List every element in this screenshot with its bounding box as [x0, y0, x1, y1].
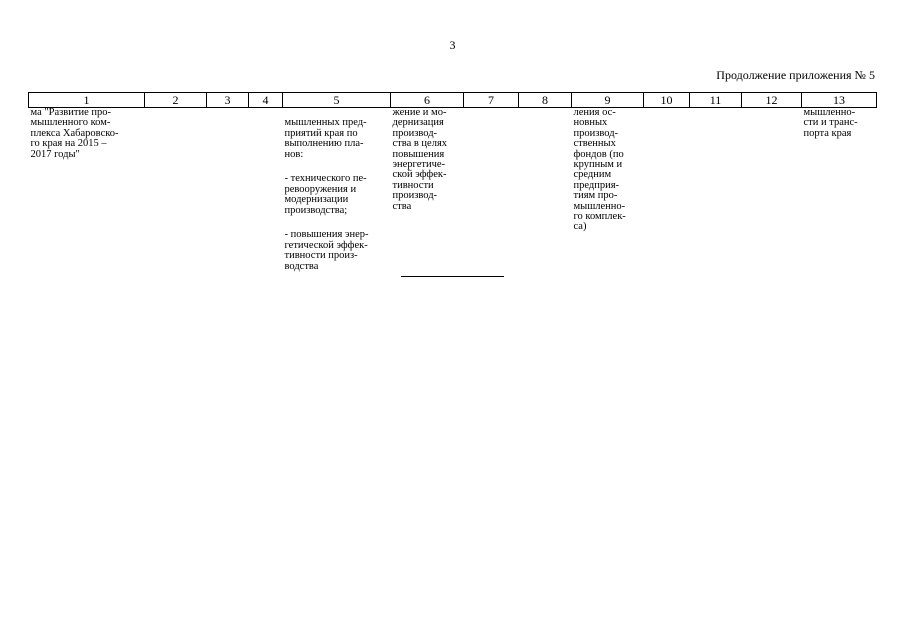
cell-measures — [283, 108, 391, 283]
header-row — [29, 93, 877, 108]
column-header-8: 8 — [519, 93, 572, 108]
appendix-table — [28, 92, 877, 283]
column-header-5: 5 — [283, 93, 391, 108]
cell-responsible: мышленно- сти и транс- порта края — [803, 107, 858, 139]
measures-item-modernization: - технического пе- ревооружения и модернизации производства; — [284, 173, 367, 216]
column-header-12: 12 — [742, 93, 802, 108]
column-header-7: 7 — [464, 93, 519, 108]
cell-col-3 — [207, 108, 249, 283]
measures-intro: мышленных пред- приятий края по выполнению пла- нов: — [284, 117, 367, 160]
column-header-13: 13 — [802, 93, 877, 108]
table-row — [29, 108, 877, 283]
column-header-2: 2 — [145, 93, 207, 108]
cell-col-11 — [690, 108, 742, 283]
cell-col-4 — [249, 108, 283, 283]
column-header-4: 4 — [249, 93, 283, 108]
column-header-3: 3 — [207, 93, 249, 108]
continuation-label: Продолжение приложения № 5 — [716, 68, 875, 82]
column-header-11: 11 — [690, 93, 742, 108]
cell-goal: жение и мо- дернизация производ- ства в целях повышения энергетиче- ской эффек- тивности производ- ства — [392, 107, 448, 212]
cell-col-10 — [644, 108, 690, 283]
column-header-9: 9 — [572, 93, 644, 108]
cell-col-12 — [742, 108, 802, 283]
page-number: 3 — [449, 38, 456, 52]
column-header-1: 1 — [29, 93, 145, 108]
cell-col-2 — [145, 108, 207, 283]
measures-item-energy-efficiency: - повышения энер- гетической эффек- тивности произ- водства — [284, 229, 369, 272]
column-header-6: 6 — [391, 93, 464, 108]
cell-col-8 — [519, 108, 572, 283]
end-divider — [401, 276, 504, 277]
cell-col-7 — [464, 108, 519, 283]
cell-program-name: ма "Развитие про- мышленного ком- плекса Хабаровско- го края на 2015 – 2017 годы" — [30, 107, 119, 160]
cell-indicator: ления ос- новных производ- ственных фондов (по крупным и средним предприя- тиям про- мышленно- го комплек- са) — [573, 107, 626, 233]
column-header-10: 10 — [644, 93, 690, 108]
